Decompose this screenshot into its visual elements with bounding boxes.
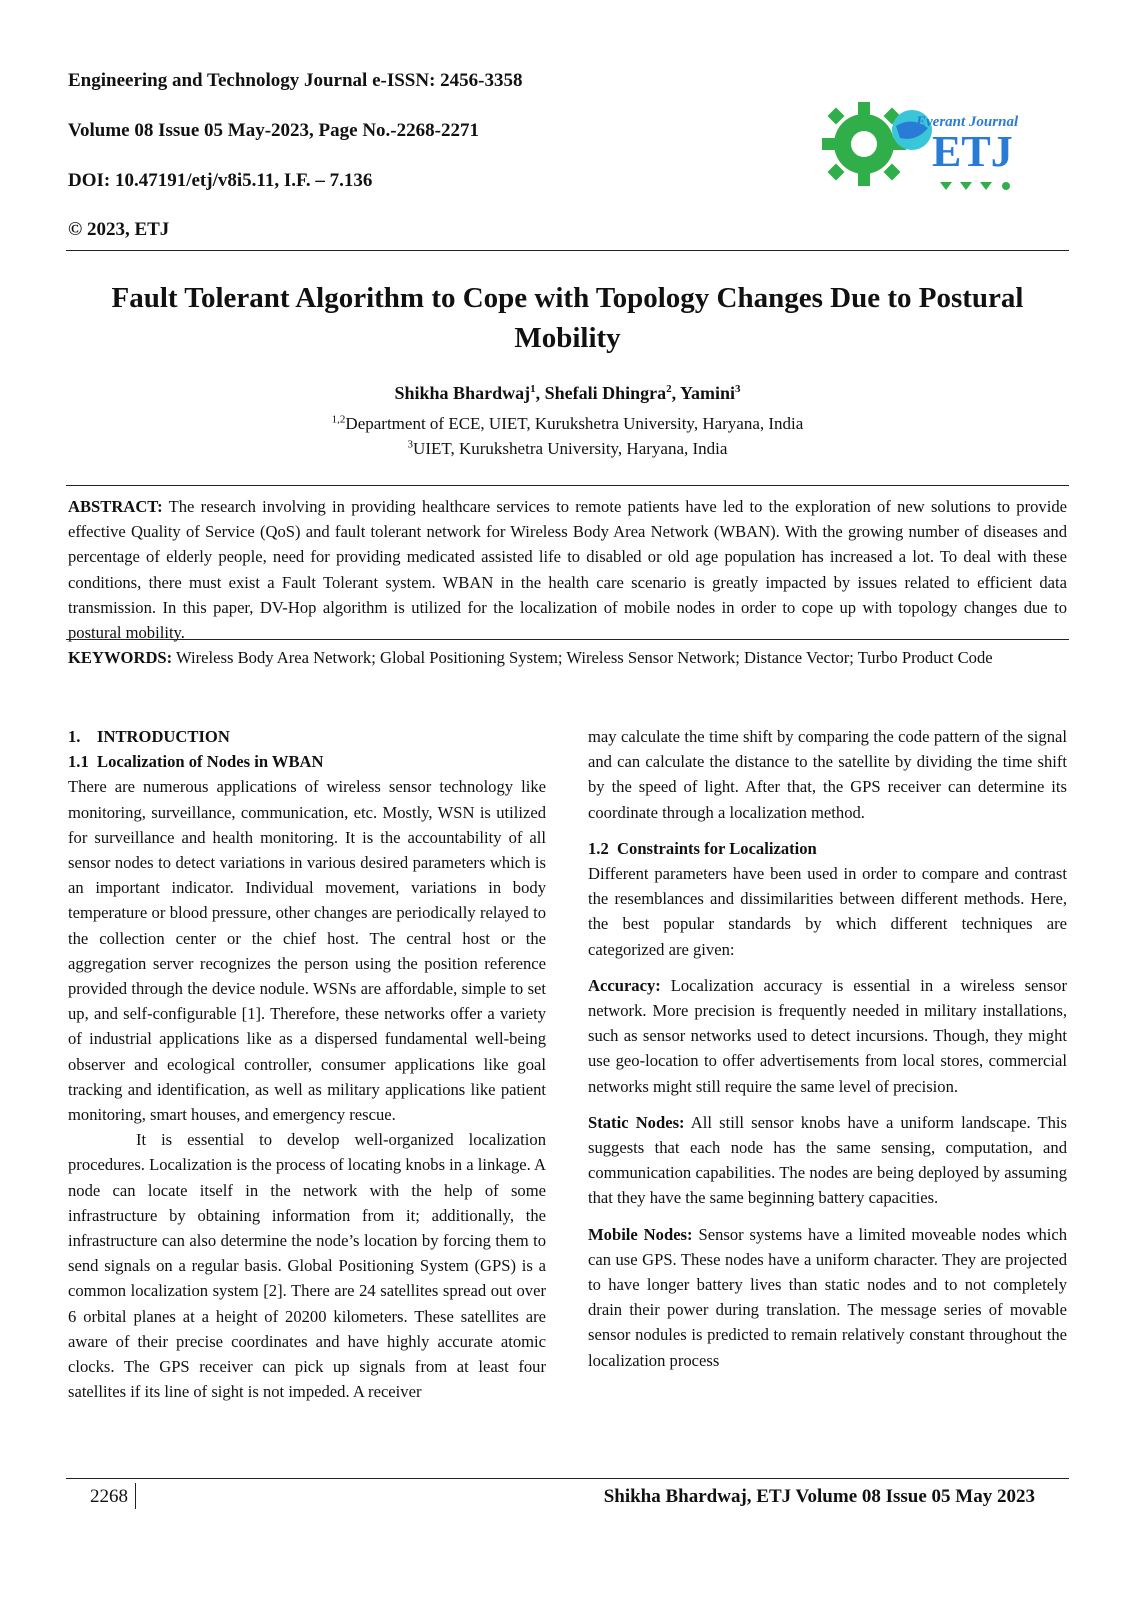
- section-heading: 1. INTRODUCTION: [68, 727, 230, 746]
- paragraph-text: Sensor systems have a limited moveable nodes which can use GPS. These nodes have a uniform character. They are projected to have longer battery lives than static nodes and to not completely drain their power during translation. The message series of movable sensor nodules is predicted to remain relatively constant throughout the localization process: [588, 1224, 1068, 1370]
- paragraph-text: All still sensor knobs have a uniform landscape. This suggests that each node has the same sensing, computation, and communication capabilities. The nodes are being deployed by assuming that they have the same beginning battery capacities.: [588, 1112, 1067, 1208]
- keywords: [68, 645, 1067, 670]
- author-name: Yamini: [679, 383, 735, 403]
- abstract: [68, 494, 1067, 645]
- paragraph-static-nodes: [588, 1110, 1067, 1211]
- subsection-heading: 1.1 Localization of Nodes in WBAN: [68, 752, 324, 772]
- right-column: [588, 724, 1067, 1373]
- logo-wordmark: ETJ: [932, 127, 1013, 176]
- affiliation-superscript: 1,2: [331, 413, 346, 426]
- run-in-heading: Accuracy:: [588, 975, 661, 995]
- affiliation-superscript: 3: [407, 438, 414, 451]
- journal-name: Engineering and Technology Journal e-ISSN: 2456-3358: [68, 70, 523, 91]
- author-list: Shikha Bhardwaj$^1$, Shefali Dhingra$^2$, Yamini$^3$: [394, 383, 741, 403]
- author-name: Shikha Bhardwaj: [394, 383, 531, 403]
- affiliation-text: Department of ECE, UIET, Kurukshetra University, Haryana, India: [345, 414, 804, 433]
- abstract-bottom-rule: [66, 639, 1069, 640]
- footer-divider: [135, 1483, 136, 1509]
- keywords-label: KEYWORDS:: [68, 648, 173, 667]
- abstract-top-rule: [66, 485, 1069, 486]
- keywords-text: Wireless Body Area Network; Global Positioning System; Wireless Sensor Network; Distance Vector; Turbo Product Code: [176, 648, 993, 667]
- subsection-heading: 1.2 Constraints for Localization: [588, 838, 817, 858]
- author-superscript: 2: [666, 383, 672, 395]
- journal-logo: [820, 86, 1040, 206]
- page-number: 2268: [90, 1486, 128, 1507]
- author-superscript: 1: [530, 383, 536, 395]
- running-head: Shikha Bhardwaj, ETJ Volume 08 Issue 05 May 2023: [603, 1486, 1035, 1507]
- logo-tagline: Everant Journal: [916, 114, 1019, 130]
- paragraph-mobile-nodes: [588, 1222, 1067, 1373]
- paragraph: Different parameters have been used in order to compare and contrast the resemblances and dissimilarities between different methods. Here, the best popular standards by which different techniques are categorized are given:: [588, 864, 1067, 959]
- doi-info: DOI: 10.47191/etj/v8i5.11, I.F. – 7.136: [68, 170, 373, 191]
- paragraph: There are numerous applications of wireless sensor technology like monitoring, surveillance, communication, etc. Mostly, WSN is utilized for surveillance and health monitoring. It is the accountability of all sensor nodes to detect variations in various desired parameters which is an important indicator. Individual movement, variations in body temperature or blood pressure, other changes are periodically relayed to the collection center or the chief host. The central host or the aggregation server recognizes the person using the position reference provided through the device nodule. WSNs are affordable, simple to set up, and self-configurable [1]. Therefore, these networks offer a variety of industrial applications like as a dispersed fundamental well-being observer and ecological controller, consumer applications like goal tracking and identification, as well as military applications like patient monitoring, smart houses, and emergency rescue.: [68, 777, 546, 1125]
- affiliation-text: UIET, Kurukshetra University, Haryana, India: [413, 439, 728, 458]
- paragraph: It is essential to develop well-organized localization procedures. Localization is the process of locating knobs in a linkage. A node can locate itself in the network with the help of some infrastructure by obtaining information from it; additionally, the infrastructure can also determine the node’s location by forcing them to send signals on a regular basis. Global Positioning System (GPS) is a common localization system [2]. There are 24 satellites spread out over 6 orbital planes at a height of 20200 kilometers. These satellites are aware of their precise coordinates and have highly accurate atomic clocks. The GPS receiver can pick up signals from at least four satellites if its line of sight is not impeded. A receiver: [68, 1130, 546, 1402]
- run-in-heading: Mobile Nodes:: [588, 1224, 693, 1244]
- author-superscript: 3: [734, 383, 741, 395]
- paragraph-accuracy: [588, 973, 1067, 1099]
- footer-rule: [66, 1478, 1069, 1479]
- volume-info: Volume 08 Issue 05 May-2023, Page No.-2268-2271: [68, 120, 479, 141]
- gear-icon: [822, 102, 906, 186]
- abstract-label: ABSTRACT:: [68, 497, 163, 516]
- affiliation: [66, 439, 1069, 459]
- paragraph-text: Localization accuracy is essential in a wireless sensor network. More precision is frequently needed in military installations, such as sensor networks used to detect incursions. Though, they might use geo-location to offer advertisements from local stores, commercial networks might still require the same level of precision.: [588, 975, 1067, 1096]
- abstract-text: The research involving in providing healthcare services to remote patients have led to the exploration of new solutions to provide effective Quality of Service (QoS) and fault tolerant network for Wireless Body Area Network (WBAN). With the growing number of diseases and percentage of elderly people, need for providing medicated assisted life to disabled or old age population has increased a lot. To deal with these conditions, there must exist a Fault Tolerant system. WBAN in the health care scenario is greatly impacted by issues related to efficient data transmission. In this paper, DV-Hop algorithm is utilized for the localization of mobile nodes in order to cope up with topology changes due to postural mobility.: [68, 497, 1067, 643]
- logo-ornament: [940, 182, 1010, 190]
- paragraph: may calculate the time shift by comparing the code pattern of the signal and can calculate the distance to the satellite by dividing the time shift by the speed of light. After that, the GPS receiver can determine its coordinate through a localization method.: [588, 727, 1067, 822]
- header-rule: [66, 250, 1069, 251]
- run-in-heading: Static Nodes:: [588, 1112, 685, 1132]
- left-column: [68, 724, 546, 1404]
- copyright: © 2023, ETJ: [68, 219, 170, 240]
- paper-title: Fault Tolerant Algorithm to Cope with Topology Changes Due to Postural Mobility: [111, 282, 1024, 354]
- author-name: Shefali Dhingra: [544, 383, 667, 403]
- affiliation: [66, 414, 1069, 434]
